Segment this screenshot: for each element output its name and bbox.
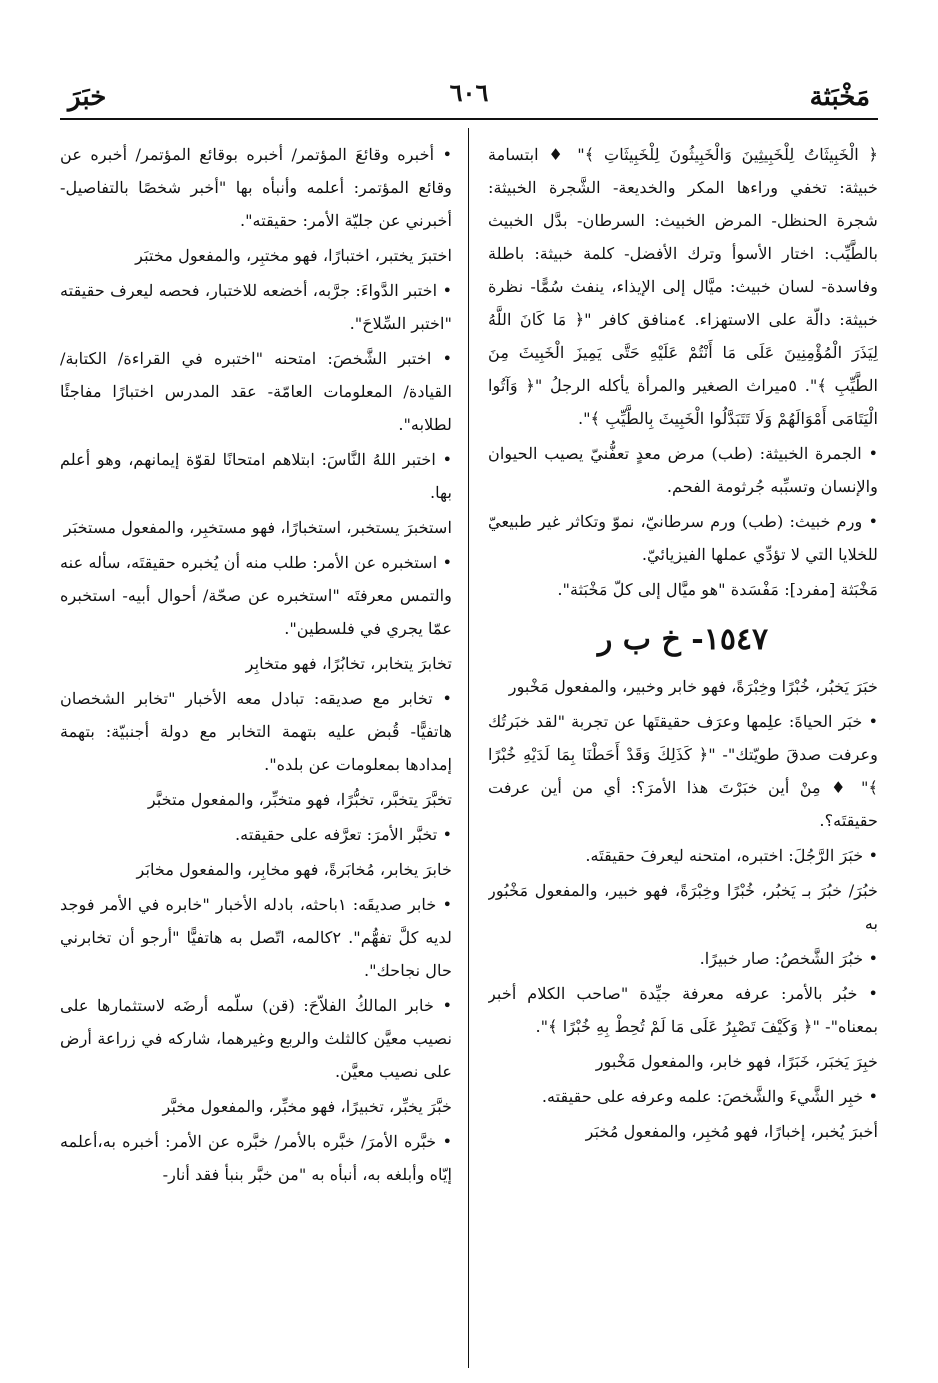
- column-divider: [468, 128, 469, 1368]
- entry-paragraph: • اختبر الشَّخصَ: امتحنه "اختبره في القراءة/ الكتابة/ القيادة/ المعلومات العامّة- عقد المدرس اختبارًا مفاجئًا لطلابه".: [60, 349, 452, 434]
- conjugation-line: تخبَّرَ يتخبَّر، تخبُّرًا، فهو متخبِّر، والمفعول متخبَّر: [147, 790, 452, 809]
- entry-paragraph: • خبِر الشَّيءَ والشَّخصَ: علمه وعرفه على حقيقته.: [541, 1087, 878, 1106]
- header-right-word: مَخْبَثة: [809, 82, 870, 112]
- conjugation-line: خبُرَ/ خبُرَ بـ يَخبُر، خُبْرًا وخِبْرَةً، فهو خبير، والمفعول مَخْبُور به: [488, 881, 878, 933]
- page-number: ٦٠٦: [449, 78, 489, 107]
- entry-paragraph: • تخبَّر الأمرَ: تعرَّفه على حقيقته.: [235, 825, 452, 844]
- entry-paragraph: • خابر صديقَه: ١باحثه، بادله الأخبار "خابره في الأمر فوجد لديه كلَّ تفهُّم". ٢كالمه، اتّصل به هاتفيًّا "أرجو أن تخابرني حال نجاحك".: [60, 895, 452, 980]
- entry-paragraph: • أخبره وقائعَ المؤتمر/ أخبره بوقائع المؤتمر/ أخبره عن وقائع المؤتمر: أعلمه وأنبأه بها "أخبر شخصًا بالتفاصيل- أخبرني عن جليّة الأمر: حقيقته".: [60, 145, 452, 230]
- right-column: [488, 138, 878, 1363]
- entry-paragraph: • اختبر اللهُ النَّاسَ: ابتلاهم امتحانًا لقوّة إيمانهم، وهو أعلم بها.: [60, 450, 452, 502]
- entry-paragraph: • خبَرَ الرَّجُلَ: اختبره، امتحنه ليعرفَ حقيقتَه.: [585, 846, 878, 865]
- entry-paragraph: • استخبره عن الأمر: طلب منه أن يُخبره حقيقتَه، سأله عنه والتمس معرفتَه "استخبره عن صحّة/ أحوال أبيه- استخبره عمّا يجري في فلسطين".: [60, 553, 452, 638]
- entry-paragraph: • اختبر الدَّواءَ: جرَّبه، أخضعه للاختبار، فحصه ليعرف حقيقته "اختبر السِّلاحَ".: [60, 281, 452, 333]
- conjugation-line: خبَرَ يَخبُر، خُبْرًا وخِبْرَةً، فهو خابر وخبير، والمفعول مَخْبور: [508, 677, 878, 696]
- entry-paragraph: • خبَر الحياةَ: علِمها وعرَف حقيقتَها عن تجربة "لقد خبَرتُك وعرفت صدقَ طويّتك"- "﴿ كَذَلِكَ وَقَدْ أَحَطْنَا بِمَا لَدَيْهِ خُبْرًا ﴾" ♦ مِنْ أين خبَرْتَ هذا الأمرَ؟: أي من أين عرفت حقيقتَه؟.: [488, 712, 878, 830]
- conjugation-line: خابرَ يخابر، مُخابَرةً، فهو مخابِر، والمفعول مخابَر: [136, 860, 452, 879]
- root-section-title: ١٥٤٧- خ ب ر: [597, 622, 769, 657]
- conjugation-line: خبِرَ يَخبَر، خَبَرًا، فهو خابر، والمفعول مَخْبور: [595, 1052, 878, 1071]
- entry-paragraph: ﴿ الْخَبِيثَاتُ لِلْخَبِيثِينَ وَالْخَبِيثُونَ لِلْخَبِيثَاتِ ﴾" ♦ ابتسامة خبيثة: تخفي وراءها المكر والخديعة- الشَّجرة الخبيثة: شجرة الحنظل- المرض الخبيث: السرطان- بدَّل الخبيث بالطَّيِّب: اختار الأسوأ وترك الأفضل- كلمة خبيثة: باطلة وفاسدة- لسان خبيث: ميَّال إلى الإيذاء، ينفث سُمًّا- نظرة خبيثة: دالّة على الاستهزاء. ٤منافق كافر "﴿ مَا كَانَ اللَّهُ لِيَذَرَ الْمُؤْمِنِينَ عَلَى مَا أَنْتُمْ عَلَيْهِ حَتَّى يَمِيزَ الْخَبِيثَ مِنَ الطَّيِّبِ ﴾". ٥ميراث الصغير والمرأة يأكله الرجلُ "﴿ وَآتُوا الْيَتَامَى أَمْوَالَهُمْ وَلَا تَتَبَدَّلُوا الْخَبِيثَ بِالطَّيِّبِ ﴾".: [488, 145, 878, 428]
- conjugation-line: تخابرَ يتخابر، تخابُرًا، فهو متخابِر: [245, 654, 452, 673]
- conjugation-line: استخبرَ يستخبر، استخبارًا، فهو مستخبِر، والمفعول مستخبَر: [63, 518, 452, 537]
- header-left-word: خبَرَ: [68, 82, 107, 112]
- entry-paragraph: • خبَّره الأمرَ/ خبَّره بالأمر/ خبَّره عن الأمر: أخبره به،أعلمه إيّاه وأبلغه به، أنبأه به "من خبَّر بنبأ فقد أنار-: [60, 1132, 452, 1184]
- entry-paragraph: • ورم خبيث: (طب) ورم سرطانيّ، نموّ وتكاثر غير طبيعيّ للخلايا التي لا تؤدِّي عملها الفيزيائيّ.: [488, 512, 878, 564]
- entry-paragraph: • تخابر مع صديقه: تبادل معه الأخبار "تخابر الشخصان هاتفيًّا- قُبض عليه بتهمة التخابر مع دولة أجنبيّة: بتهمة إمدادها بمعلومات عن بلده".: [60, 689, 452, 774]
- conjugation-line: اختبرَ يختبر، اختبارًا، فهو مختبِر، والمفعول مختبَر: [135, 246, 452, 265]
- entry-paragraph: • خبُرَ الشَّخصُ: صار خبيرًا.: [699, 949, 878, 968]
- conjugation-line: خبَّرَ يخبِّر، تخبيرًا، فهو مخبِّر، والمفعول مخبَّر: [162, 1097, 452, 1116]
- entry-paragraph: • الجمرة الخبيثة: (طب) مرض معدٍ تعفُّنيّ يصيب الحيوان والإنسان وتسبِّبه جُرثومة الفحم.: [488, 444, 878, 496]
- left-column: [60, 138, 452, 1363]
- entry-paragraph: • خبُر بالأمر: عرفه معرفة جيِّدة "صاحب الكلام أخبر بمعناه"- "﴿ وَكَيْفَ تَصْبِرُ عَلَى مَا لَمْ تُحِطْ بِهِ خُبْرًا ﴾".: [488, 984, 878, 1036]
- entry-paragraph: مَخْبَثة [مفرد]: مَفْسَدة "هو ميَّال إلى كلّ مَخْبَثة".: [557, 580, 878, 599]
- conjugation-line: أخبرَ يُخبر، إخبارًا، فهو مُخبِر، والمفعول مُخبَر: [585, 1122, 878, 1141]
- entry-paragraph: • خابر المالكُ الفلاّحَ: (قن) سلّمه أرضَه لاستثمارها على نصيب معيَّن كالثلث والربع وغيرهما، شاركه في زراعة أرض على نصيب معيَّن.: [60, 996, 452, 1081]
- page-header: [60, 72, 878, 120]
